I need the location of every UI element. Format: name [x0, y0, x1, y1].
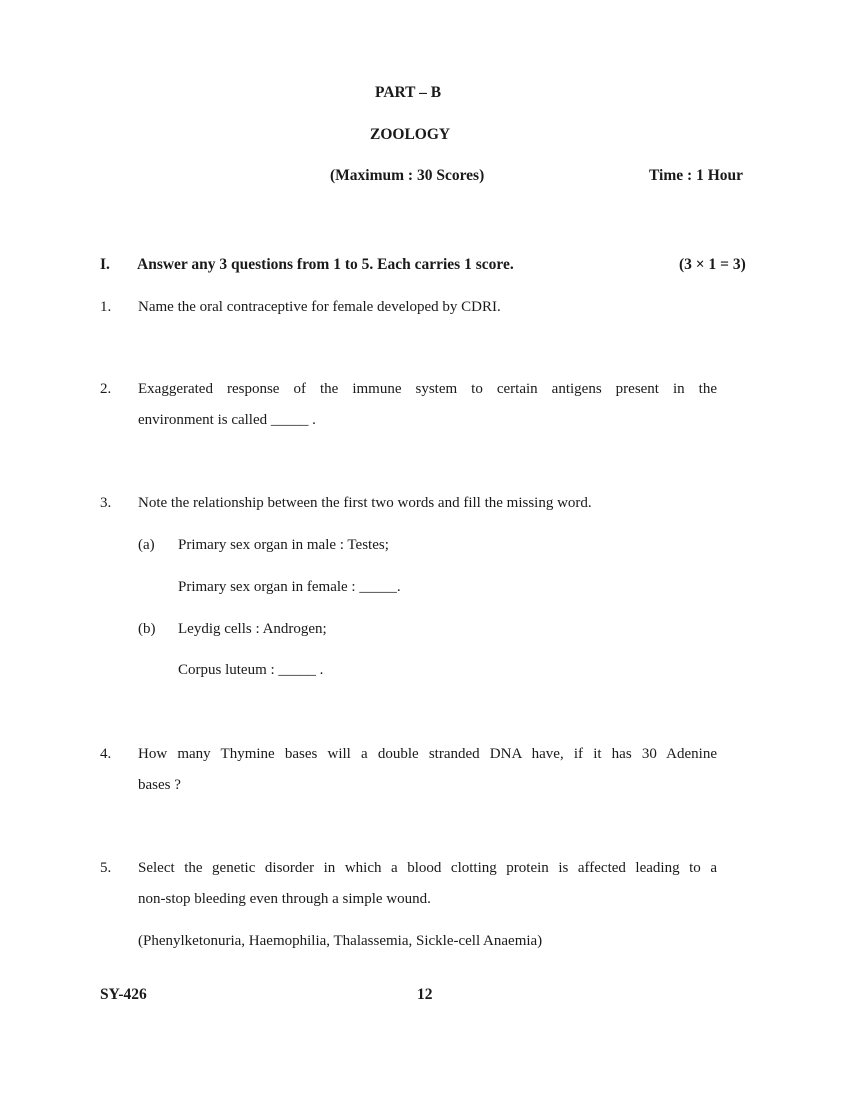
time-allowed: Time : 1 Hour: [649, 167, 743, 184]
section-number: I.: [100, 256, 110, 273]
subpart-label: (a): [138, 537, 155, 553]
question-text: How many Thymine bases will a double stranded DNA have, if it has 30 Adenine: [138, 746, 717, 762]
question-text: Select the genetic disorder in which a blood clotting protein is affected leading to a: [138, 860, 717, 876]
question-text: Exaggerated response of the immune system to certain antigens present in the: [138, 381, 717, 397]
question-text: non-stop bleeding even through a simple wound.: [138, 891, 431, 907]
question-text: environment is called _____ .: [138, 412, 316, 428]
subpart-text: Corpus luteum : _____ .: [178, 662, 324, 678]
question-number: 2.: [100, 381, 112, 397]
question-number: 1.: [100, 299, 112, 315]
question-text: Name the oral contraceptive for female developed by CDRI.: [138, 299, 501, 315]
question-text: Note the relationship between the first two words and fill the missing word.: [138, 495, 592, 511]
section-marks: (3 × 1 = 3): [679, 256, 746, 273]
page-number: 12: [417, 986, 433, 1003]
question-text: bases ?: [138, 777, 181, 793]
question-number: 3.: [100, 495, 112, 511]
section-instruction: Answer any 3 questions from 1 to 5. Each carries 1 score.: [137, 256, 514, 273]
paper-code: SY-426: [100, 986, 147, 1003]
subpart-text: Leydig cells : Androgen;: [178, 621, 327, 637]
question-number: 4.: [100, 746, 112, 762]
part-heading: PART – B: [375, 84, 442, 101]
maximum-scores: (Maximum : 30 Scores): [330, 167, 485, 184]
answer-options: (Phenylketonuria, Haemophilia, Thalassemia, Sickle-cell Anaemia): [138, 933, 543, 949]
subpart-text: Primary sex organ in male : Testes;: [178, 537, 389, 553]
question-number: 5.: [100, 860, 112, 876]
subpart-label: (b): [138, 621, 156, 637]
subpart-text: Primary sex organ in female : _____.: [178, 579, 401, 595]
subject-heading: ZOOLOGY: [370, 126, 451, 143]
